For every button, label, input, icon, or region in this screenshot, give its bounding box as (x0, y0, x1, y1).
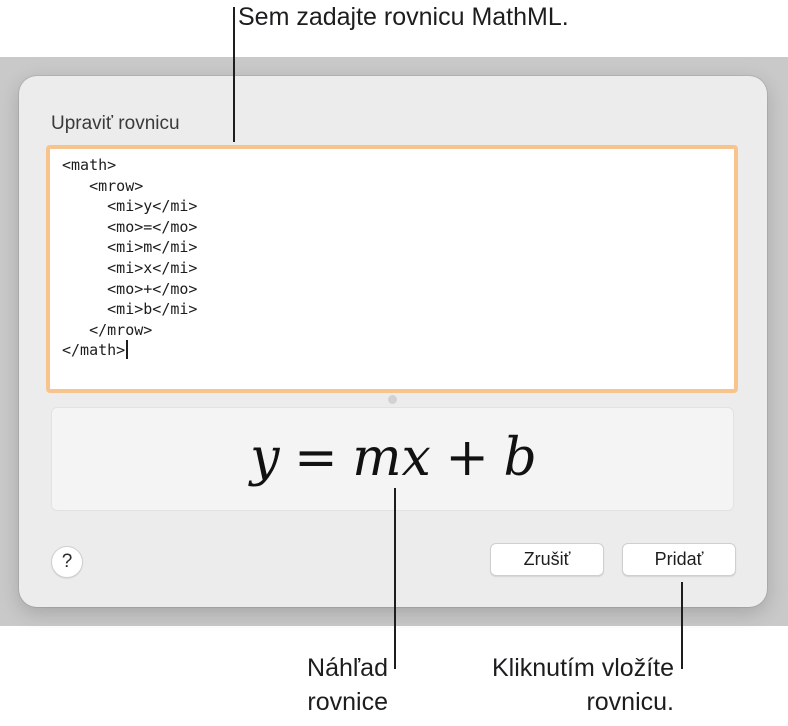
help-button[interactable]: ? (51, 546, 83, 578)
add-button[interactable]: Pridať (622, 543, 736, 576)
formula-var-m: m (352, 428, 402, 488)
dialog-title: Upraviť rovnicu (51, 113, 180, 134)
editor-resize-handle[interactable] (388, 395, 397, 404)
mathml-code: <math> <mrow> <mi>y</mi> <mo>=</mo> <mi>m</mi> <mi>x</mi> <mo>+</mo> <mi>b</mi> </mrow> </math> (62, 156, 198, 360)
cancel-button[interactable]: Zrušiť (490, 543, 604, 576)
annotation-add: Kliknutím vložíte rovnicu. (491, 654, 674, 716)
mathml-editor[interactable] (46, 145, 738, 393)
callout-line-add (681, 582, 683, 669)
formula-var-y: y (250, 428, 280, 488)
formula-equals: = (294, 428, 338, 488)
formula-plus: + (445, 428, 489, 488)
callout-line-editor (233, 7, 235, 142)
callout-line-preview (394, 488, 396, 669)
equation-formula (52, 428, 735, 488)
text-caret (126, 340, 128, 359)
equation-preview (51, 407, 734, 511)
formula-var-x: x (401, 428, 431, 488)
annotation-editor: Sem zadajte rovnicu MathML. (238, 3, 569, 31)
annotation-preview: Náhľad rovnice (307, 654, 388, 716)
formula-var-b: b (503, 428, 537, 488)
